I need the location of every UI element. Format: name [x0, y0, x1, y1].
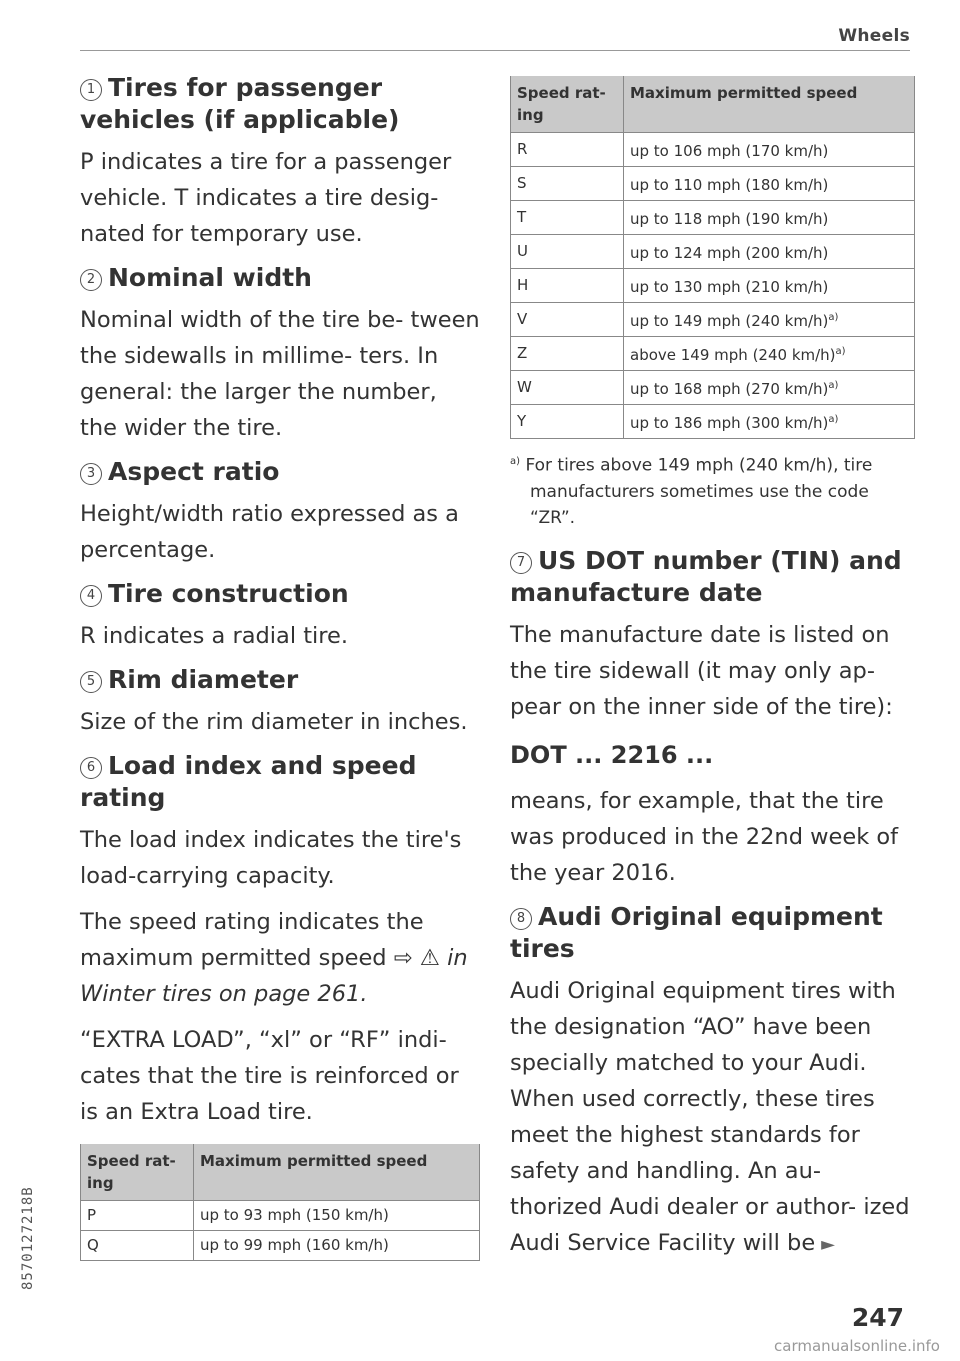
table-cell-speed: up to 93 mph (150 km/h): [194, 1201, 480, 1231]
heading-us-dot-number: 7 US DOT number (TIN) and manufacture date: [510, 545, 902, 607]
table-footnote: $^{a)}$ For tires above 149 mph (240 km/h), tire manufacturers sometimes use the code “ZR”.: [510, 455, 873, 528]
paragraph-tires-passenger: P indicates a tire for a passenger vehicle. T indicates a tire desig- nated for temporary use.: [80, 149, 452, 247]
table-header-speed-rating: Speed rat- ing: [511, 76, 624, 133]
paragraph-manufacture-date: The manufacture date is listed on the tire sidewall (it may only ap- pear on the inner side of the tire):: [510, 621, 893, 720]
paragraph-speed-rating: The speed rating indicates the maximum permitted speed ⇨ ⚠ in Winter tires on page 261.: [80, 909, 468, 1007]
table-cell-code: T: [511, 201, 624, 235]
table-row: [511, 405, 915, 439]
table-cell-speed: up to 186 mph (300 km/h)$^{a)}$: [624, 405, 915, 439]
speed-rating-table-right: [510, 76, 915, 439]
table-cell-speed: up to 149 mph (240 km/h)$^{a)}$: [624, 303, 915, 337]
table-header-speed-rating: Speed rat- ing: [81, 1144, 194, 1201]
circled-number-6: 6: [80, 757, 102, 779]
continue-arrow-icon: ►: [821, 1233, 835, 1255]
table-cell-code: H: [511, 269, 624, 303]
heading-load-index: 6 Load index and speed rating: [80, 751, 417, 812]
section-header: Wheels: [838, 26, 910, 46]
table-row: [511, 337, 915, 371]
table-row: [81, 1231, 480, 1261]
table-cell-speed: up to 124 mph (200 km/h): [624, 235, 915, 269]
right-column: [510, 76, 915, 1273]
table-row: [81, 1201, 480, 1231]
table-header-max-speed: Maximum permitted speed: [194, 1144, 480, 1201]
heading-tire-construction: 4 Tire construction: [80, 578, 480, 610]
table-cell-speed: up to 130 mph (210 km/h): [624, 269, 915, 303]
warning-icon: ⚠: [419, 945, 440, 971]
paragraph-rim-diameter: Size of the rim diameter in inches.: [80, 709, 468, 735]
table-cell-speed: up to 110 mph (180 km/h): [624, 167, 915, 201]
table-cell-speed: up to 99 mph (160 km/h): [194, 1231, 480, 1261]
table-row: [511, 167, 915, 201]
table-cell-code: R: [511, 133, 624, 167]
heading-aspect-ratio: 3 Aspect ratio: [80, 456, 480, 488]
left-column: [80, 72, 480, 1261]
speed-rating-table-left: [80, 1144, 480, 1261]
table-row: [511, 303, 915, 337]
circled-number-1: 1: [80, 79, 102, 101]
dot-code-example: DOT ... 2216 ...: [510, 740, 714, 769]
watermark: carmanualsonline.info: [774, 1337, 940, 1355]
table-row: [511, 133, 915, 167]
table-row: [511, 235, 915, 269]
circled-number-8: 8: [510, 908, 532, 930]
table-cell-speed: up to 106 mph (170 km/h): [624, 133, 915, 167]
table-cell-speed: up to 168 mph (270 km/h)$^{a)}$: [624, 371, 915, 405]
paragraph-aspect-ratio: Height/width ratio expressed as a percentage.: [80, 501, 459, 563]
table-cell-code: S: [511, 167, 624, 201]
heading-rim-diameter: 5 Rim diameter: [80, 664, 480, 696]
circled-number-5: 5: [80, 671, 102, 693]
paragraph-dot-meaning: means, for example, that the tire was produced in the 22nd week of the year 2016.: [510, 787, 899, 886]
paragraph-nominal-width: Nominal width of the tire be- tween the sidewalls in millime- ters. In general: the larger the number, the wider the tire.: [80, 307, 480, 441]
paragraph-tire-construction: R indicates a radial tire.: [80, 623, 349, 649]
heading-tires-passenger: 1 Tires for passenger vehicles (if applicable): [80, 73, 400, 134]
circled-number-2: 2: [80, 269, 102, 291]
table-cell-code: W: [511, 371, 624, 405]
header-rule: [80, 50, 910, 51]
table-cell-code: Q: [81, 1231, 194, 1261]
circled-number-7: 7: [510, 552, 532, 574]
table-header-row: [81, 1144, 480, 1201]
table-row: [511, 269, 915, 303]
page-number: 247: [851, 1303, 904, 1332]
heading-audi-original: 8 Audi Original equipment tires: [510, 901, 883, 963]
table-cell-code: Z: [511, 337, 624, 371]
table-cell-speed: up to 118 mph (190 km/h): [624, 201, 915, 235]
table-row: [511, 371, 915, 405]
table-cell-code: P: [81, 1201, 194, 1231]
table-row: [511, 201, 915, 235]
table-header-row: [511, 76, 915, 133]
table-header-max-speed: Maximum permitted speed: [624, 76, 915, 133]
circled-number-3: 3: [80, 463, 102, 485]
table-cell-code: Y: [511, 405, 624, 439]
table-cell-code: V: [511, 303, 624, 337]
document-code: 8570127218B: [20, 1186, 36, 1290]
cross-reference-link[interactable]: in Winter tires on page 261.: [80, 945, 468, 1007]
heading-nominal-width: 2 Nominal width: [80, 262, 480, 294]
paragraph-extra-load: “EXTRA LOAD”, “xl” or “RF” indi- cates that the tire is reinforced or is an Extra Load tire.: [80, 1027, 459, 1125]
table-cell-code: U: [511, 235, 624, 269]
circled-number-4: 4: [80, 585, 102, 607]
table-cell-speed: above 149 mph (240 km/h)$^{a)}$: [624, 337, 915, 371]
paragraph-load-index: The load index indicates the tire's load-carrying capacity.: [80, 827, 462, 889]
paragraph-audi-original: Audi Original equipment tires with the designation “AO” have been specially matched to your Audi. When used correctly, these tires meet the highest standards for safety and handling. An au- thorized Audi dealer or author- ized Audi Service Facility will be ►: [510, 973, 915, 1263]
